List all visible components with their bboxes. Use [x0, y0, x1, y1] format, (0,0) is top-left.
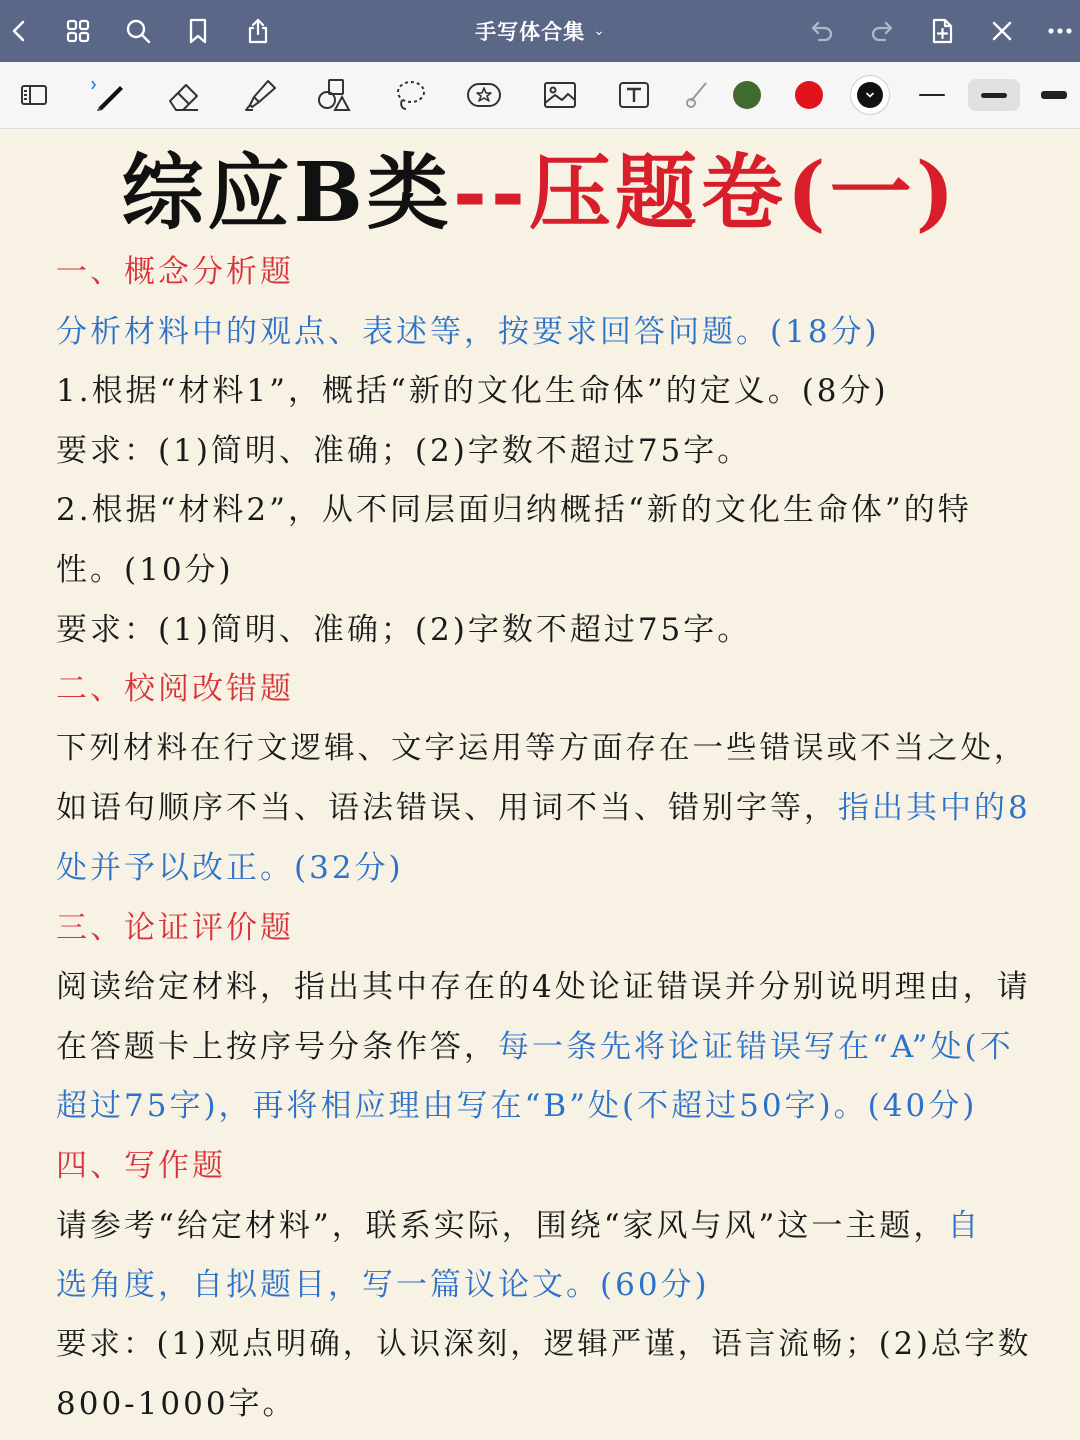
bookmark-icon[interactable] — [178, 11, 218, 51]
pen-icon[interactable] — [84, 71, 132, 119]
chevron-down-icon — [857, 82, 883, 108]
highlighter-icon[interactable] — [236, 71, 284, 119]
text-line — [56, 1206, 1026, 1246]
redo-icon[interactable] — [862, 11, 902, 51]
text-line — [56, 490, 1026, 530]
section-heading: 二、校阅改错题 — [56, 671, 294, 707]
body-text: 要求：(1)简明、准确；(2)字数不超过75字。 — [56, 612, 752, 648]
text-line — [56, 1325, 1032, 1365]
stroke-thick[interactable] — [1028, 79, 1080, 111]
body-text: 下列材料在行文逻辑、文字运用等方面存在一些错误或不当之处， — [56, 731, 1028, 766]
text-icon[interactable] — [610, 71, 658, 119]
image-icon[interactable] — [536, 71, 584, 119]
body-text: 2.根据“材料2”，从不同层面归纳概括“新的文化生命体”的特 — [56, 492, 972, 528]
text-line — [56, 788, 1031, 828]
highlight-text: 选角度，自拟题目，写一篇议论文。(60分) — [56, 1267, 710, 1303]
text-line — [56, 371, 1026, 411]
highlight-text: 处并予以改正。(32分) — [56, 850, 404, 886]
highlight-text: 自 — [947, 1208, 982, 1244]
text-line — [56, 1384, 1026, 1424]
sidebar-toggle-icon[interactable] — [10, 71, 58, 119]
body-text: 800-1000字。 — [56, 1386, 297, 1422]
text-line — [56, 848, 1026, 888]
body-text: 1.根据“材料1”，概括“新的文化生命体”的定义。(8分) — [56, 373, 889, 409]
text-line — [56, 1265, 1026, 1305]
stroke-thin[interactable] — [906, 79, 958, 111]
section-heading: 一、概念分析题 — [56, 254, 294, 290]
text-line — [56, 1086, 1026, 1126]
text-line — [56, 1146, 1026, 1186]
close-icon[interactable] — [982, 11, 1022, 51]
eraser-icon[interactable] — [160, 71, 208, 119]
text-line — [56, 252, 1026, 292]
title-red-part: --压题卷(一) — [452, 144, 959, 241]
undo-icon[interactable] — [802, 11, 842, 51]
more-icon[interactable] — [1040, 11, 1080, 51]
add-page-icon[interactable] — [922, 11, 962, 51]
body-text: 请参考“给定材料”，联系实际，围绕“家风与风”这一主题， — [56, 1208, 948, 1244]
top-app-bar — [0, 0, 1080, 62]
color-swatch-red[interactable] — [795, 81, 823, 109]
grid-icon[interactable] — [58, 11, 98, 51]
share-icon[interactable] — [238, 11, 278, 51]
title-black-part: 综应B类 — [121, 144, 453, 241]
section-heading: 三、论证评价题 — [56, 910, 294, 946]
body-text: 要求：(1)简明、准确；(2)字数不超过75字。 — [56, 433, 752, 469]
color-swatch-green[interactable] — [733, 81, 761, 109]
search-icon[interactable] — [118, 11, 158, 51]
chevron-down-icon[interactable]: ⌄ — [593, 23, 605, 39]
laser-icon[interactable] — [678, 71, 718, 119]
body-text: 阅读给定材料，指出其中存在的4处论证错误并分别说明理由，请 — [56, 969, 1031, 1005]
highlight-text: 每一条先将论证错误写在“A”处(不 — [498, 1029, 1014, 1065]
body-text: 性。(10分) — [56, 552, 234, 588]
tool-bar — [0, 62, 1080, 129]
page-title — [0, 136, 1080, 241]
body-text: 要求：(1)观点明确，认识深刻，逻辑严谨，语言流畅；(2)总字数 — [56, 1327, 1032, 1362]
back-icon[interactable] — [0, 11, 40, 51]
text-line — [56, 908, 1026, 948]
text-line — [56, 610, 1026, 650]
text-line — [56, 431, 1026, 471]
notebook-title[interactable]: 手写体合集 — [475, 20, 586, 44]
text-line — [56, 312, 1026, 352]
text-line — [56, 550, 1026, 590]
body-text: 如语句顺序不当、语法错误、用词不当、错别字等， — [56, 790, 838, 826]
lasso-icon[interactable] — [386, 71, 434, 119]
shapes-icon[interactable] — [310, 71, 358, 119]
text-line — [56, 967, 1031, 1007]
section-heading: 四、写作题 — [56, 1148, 226, 1184]
body-text: 在答题卡上按序号分条作答， — [56, 1029, 498, 1065]
highlight-text: 超过75字)，再将相应理由写在“B”处(不超过50字)。(40分) — [56, 1088, 978, 1124]
stroke-medium[interactable] — [968, 79, 1020, 111]
highlight-text: 指出其中的8 — [838, 790, 1031, 826]
text-line — [56, 669, 1026, 709]
sticker-icon[interactable] — [460, 71, 508, 119]
color-swatch-black[interactable] — [851, 76, 889, 114]
highlight-text: 分析材料中的观点、表述等，按要求回答问题。(18分) — [56, 314, 880, 350]
text-line — [56, 729, 1026, 769]
text-line — [56, 1027, 1026, 1067]
